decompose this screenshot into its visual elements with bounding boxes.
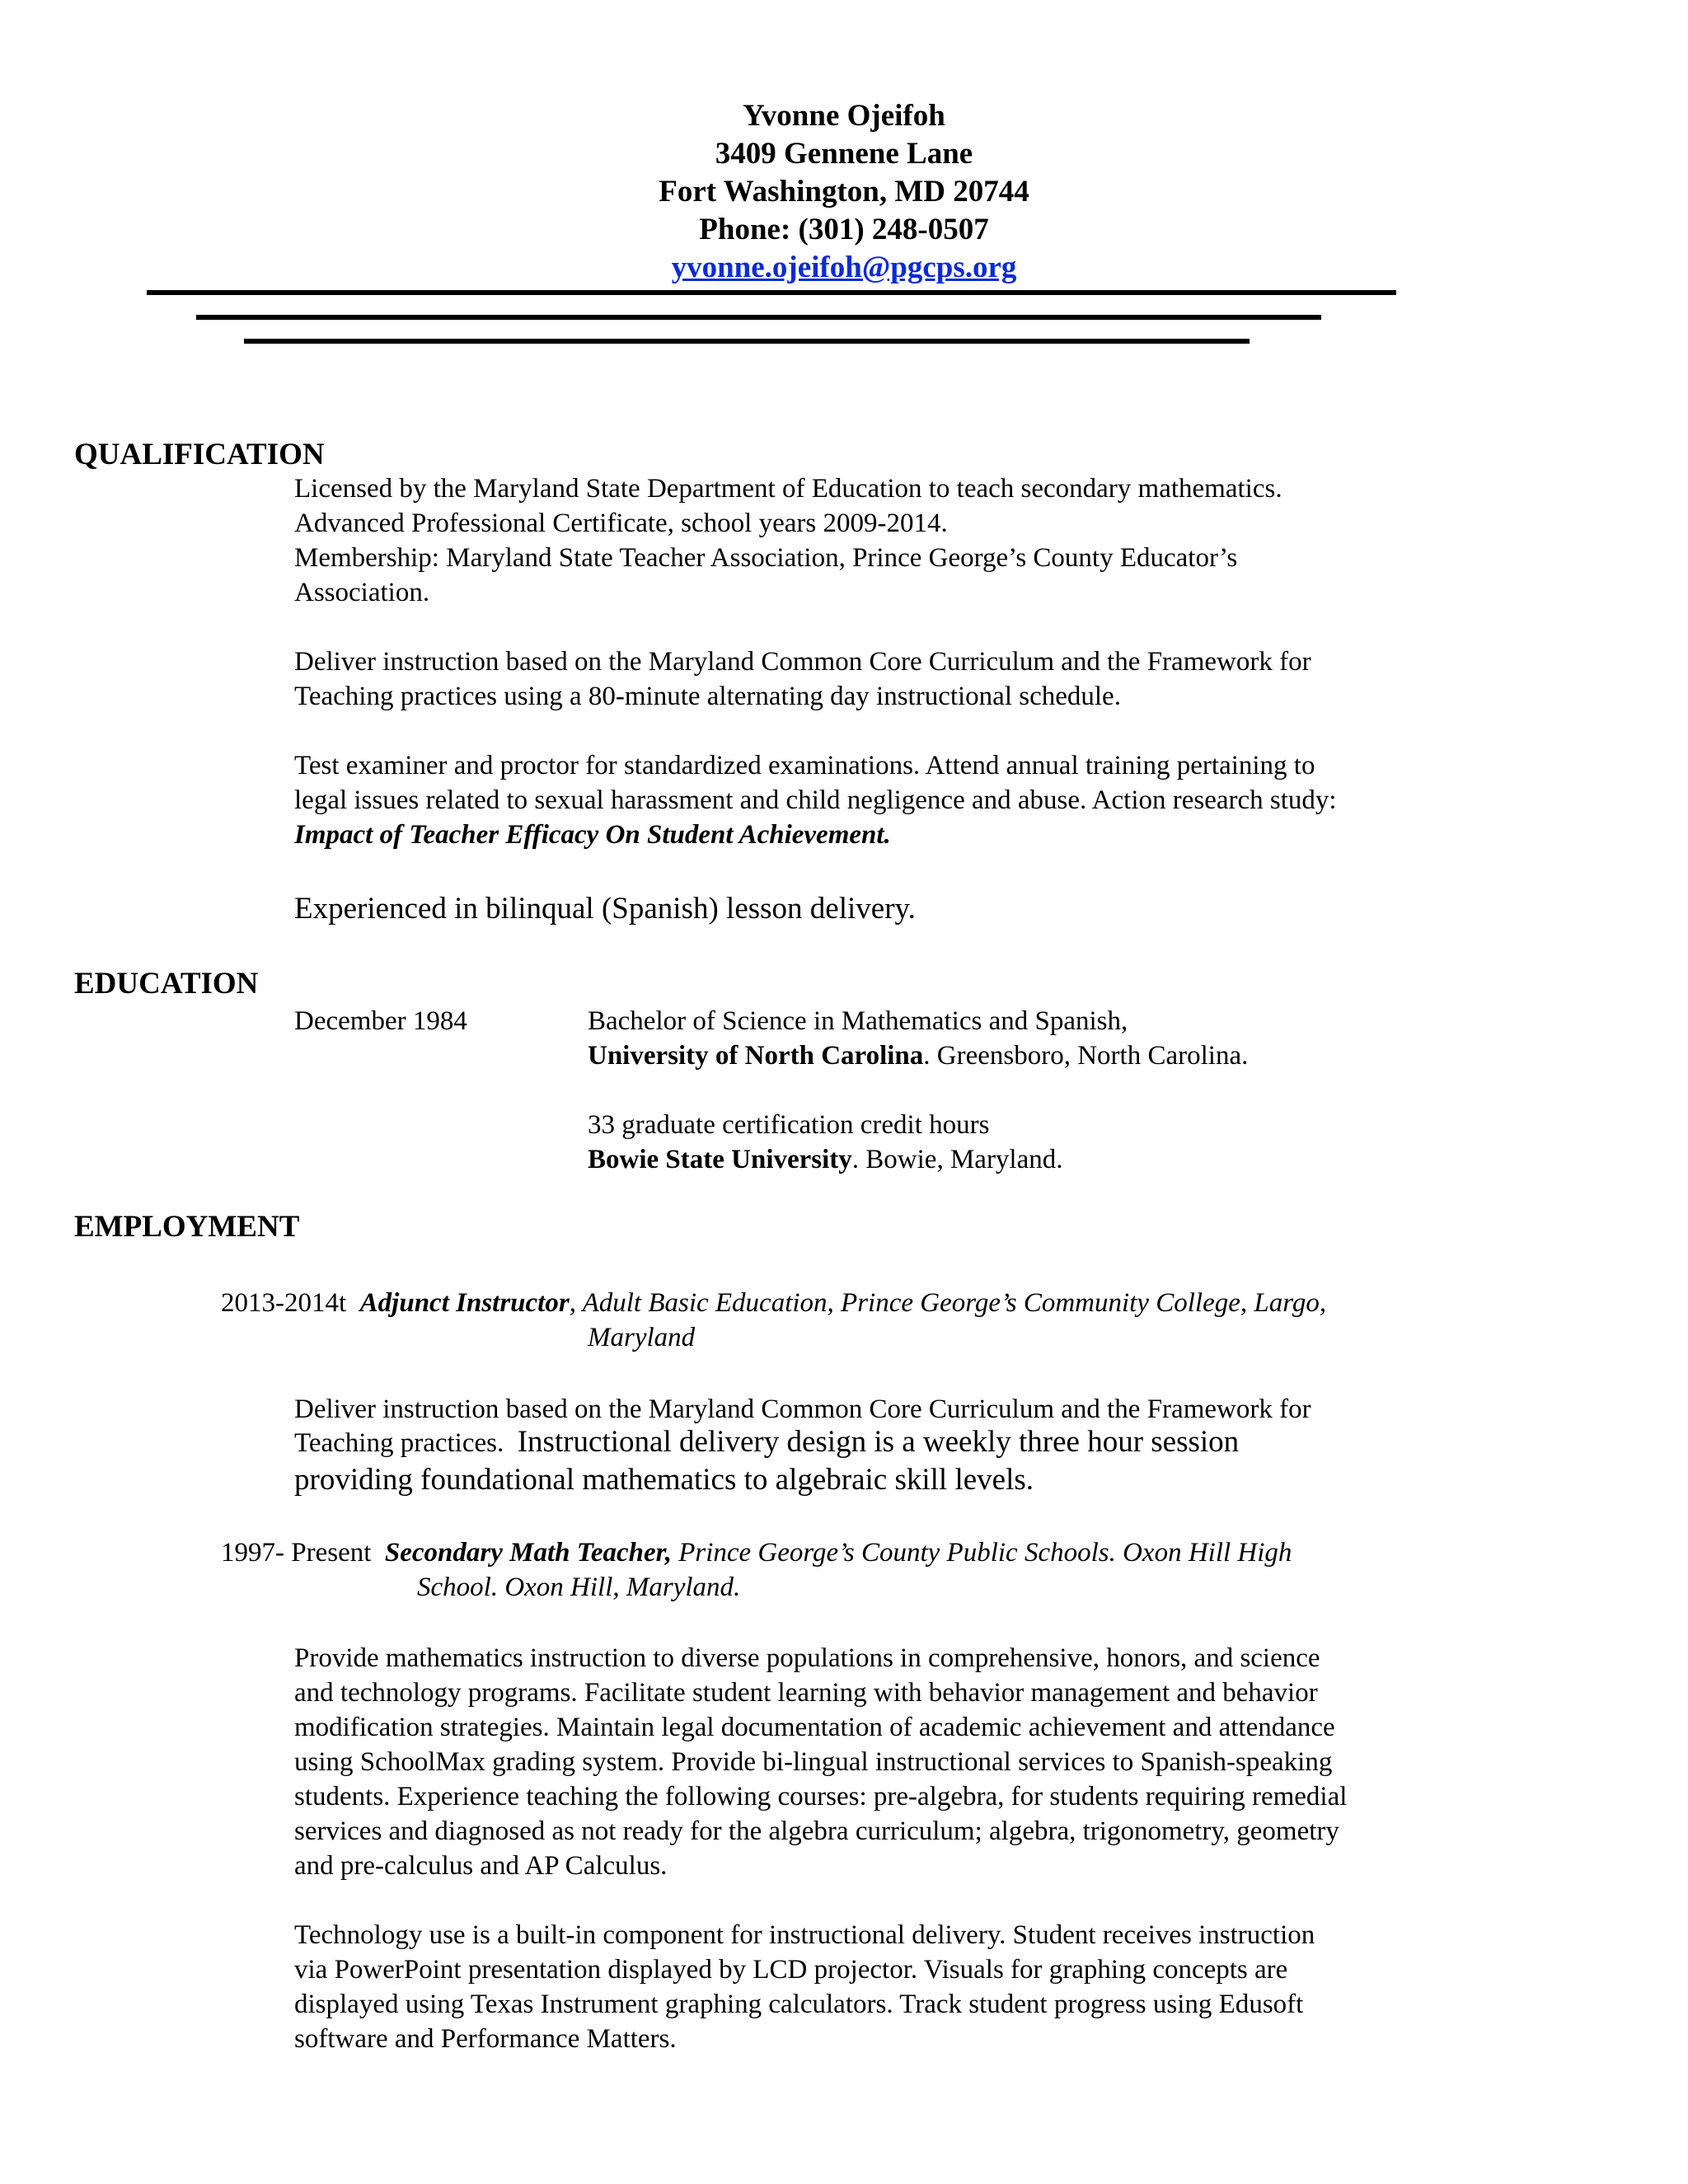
job-2-detail-cont: School. Oxon Hill, Maryland. xyxy=(417,1572,741,1602)
header-rule-2 xyxy=(196,315,1321,320)
bilingual-line: Experienced in bilinqual (Spanish) lesson delivery. xyxy=(294,892,916,926)
job-2-desc: using SchoolMax grading system. Provide bi-lingual instructional services to Spanish-speaking xyxy=(294,1747,1333,1777)
education-credits: 33 graduate certification credit hours xyxy=(588,1110,990,1140)
job-2-desc: and technology programs. Facilitate student learning with behavior management and behavior xyxy=(294,1678,1318,1708)
resume-name: Yvonne Ojeifoh xyxy=(743,99,945,133)
job-1-detail-cont: Maryland xyxy=(588,1323,696,1352)
job-2-desc: modification strategies. Maintain legal documentation of academic achievement and attendance xyxy=(294,1713,1335,1742)
job-2-desc: students. Experience teaching the following courses: pre-algebra, for students requiring remedial xyxy=(294,1782,1348,1811)
employment-heading: EMPLOYMENT xyxy=(74,1210,300,1244)
address-city: Fort Washington, MD 20744 xyxy=(659,175,1029,209)
job-2-tech-desc: via PowerPoint presentation displayed by LCD projector. Visuals for graphing concepts are xyxy=(294,1955,1288,1985)
job-1-desc: Deliver instruction based on the Maryland Common Core Curriculum and the Framework for xyxy=(294,1394,1311,1424)
job-title: Adjunct Instructor xyxy=(359,1288,570,1318)
email-link[interactable]: yvonne.ojeifoh@pgcps.org xyxy=(671,251,1017,284)
qualification-line: Advanced Professional Certificate, school years 2009-2014. xyxy=(294,509,948,538)
job-desc-part: Teaching practices. xyxy=(294,1428,504,1458)
header-rule-1 xyxy=(147,290,1396,295)
qualification-line: Licensed by the Maryland State Department of Education to teach secondary mathematics. xyxy=(294,474,1282,504)
school-location: . Bowie, Maryland. xyxy=(851,1145,1063,1174)
school-location: . Greensboro, North Carolina. xyxy=(923,1041,1249,1071)
qualification-line: Association. xyxy=(294,578,430,607)
job-detail: , Adult Basic Education, Prince George’s Community College, Largo, xyxy=(569,1288,1327,1318)
job-1-desc xyxy=(294,1423,1239,1462)
qualification-heading: QUALIFICATION xyxy=(74,438,325,471)
job-2-tech-desc: Technology use is a built-in component for instructional delivery. Student receives instruction xyxy=(294,1920,1315,1950)
job-2-desc: services and diagnosed as not ready for the algebra curriculum; algebra, trigonometry, geometry xyxy=(294,1816,1339,1846)
job-2-tech-desc: displayed using Texas Instrument graphing calculators. Track student progress using Edusoft xyxy=(294,1990,1304,2019)
qualification-line: legal issues related to sexual harassment and child negligence and abuse. Action research study: xyxy=(294,785,1337,815)
qualification-line: Deliver instruction based on the Maryland Common Core Curriculum and the Framework for xyxy=(294,647,1311,677)
job-title: Secondary Math Teacher, xyxy=(384,1538,672,1568)
education-school-2 xyxy=(588,1142,1063,1177)
job-1-desc: providing foundational mathematics to algebraic skill levels. xyxy=(294,1463,1034,1497)
research-study-title: Impact of Teacher Efficacy On Student Achievement. xyxy=(294,820,891,850)
job-2-tech-desc: software and Performance Matters. xyxy=(294,2024,677,2054)
job-2-desc: and pre-calculus and AP Calculus. xyxy=(294,1851,668,1881)
job-years: 2013-2014t xyxy=(221,1288,347,1318)
education-heading: EDUCATION xyxy=(74,967,259,1001)
job-2-desc: Provide mathematics instruction to diverse populations in comprehensive, honors, and science xyxy=(294,1643,1320,1673)
qualification-line: Teaching practices using a 80-minute alternating day instructional schedule. xyxy=(294,682,1121,711)
address-street: 3409 Gennene Lane xyxy=(715,137,973,171)
qualification-line: Membership: Maryland State Teacher Association, Prince George’s County Educator’s xyxy=(294,543,1238,573)
job-detail: Prince George’s County Public Schools. Oxon Hill High xyxy=(671,1538,1292,1568)
qualification-line: Test examiner and proctor for standardized examinations. Attend annual training pertaining to xyxy=(294,751,1315,780)
job-years: 1997- Present xyxy=(221,1538,372,1568)
job-1-header xyxy=(221,1286,1326,1320)
education-date: December 1984 xyxy=(294,1006,467,1036)
education-school-1 xyxy=(588,1038,1248,1073)
phone: Phone: (301) 248-0507 xyxy=(699,213,989,246)
email-line xyxy=(0,249,1688,287)
education-degree: Bachelor of Science in Mathematics and Spanish, xyxy=(588,1006,1128,1036)
job-2-header xyxy=(221,1535,1292,1570)
header-rule-3 xyxy=(244,339,1250,344)
school-name: University of North Carolina xyxy=(588,1041,924,1071)
job-desc-part: Instructional delivery design is a weekly three hour session xyxy=(517,1425,1240,1459)
school-name: Bowie State University xyxy=(588,1145,852,1174)
